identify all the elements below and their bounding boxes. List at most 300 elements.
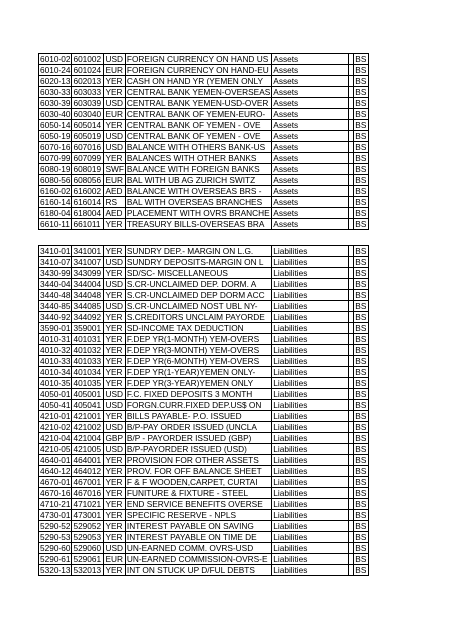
account-number-cell: 603033 bbox=[72, 87, 104, 98]
account-number-cell: 401034 bbox=[72, 367, 104, 378]
description-cell: BALANCE WITH FOREIGN BANKS bbox=[125, 164, 271, 175]
account-number-cell: 601024 bbox=[72, 65, 104, 76]
account-code-cell: 4010-33 bbox=[40, 356, 71, 366]
currency-cell: YER bbox=[104, 153, 125, 164]
account-number-cell: 607016 bbox=[72, 142, 104, 153]
category-cell: Liabilities bbox=[272, 532, 349, 543]
description-cell: INT ON STUCK UP D/FUL DEBTS bbox=[125, 565, 271, 576]
account-number-cell: 344004 bbox=[72, 279, 104, 290]
type-cell: BS bbox=[354, 532, 369, 543]
table-row bbox=[39, 246, 369, 257]
category-cell: Liabilities bbox=[272, 543, 349, 554]
type-cell: BS bbox=[354, 98, 369, 109]
type-cell: BS bbox=[354, 219, 369, 230]
account-number-cell: 602013 bbox=[72, 76, 104, 87]
account-number-cell: 529052 bbox=[72, 521, 104, 532]
type-cell: BS bbox=[354, 246, 369, 257]
account-code-cell: 4710-21 bbox=[40, 499, 71, 509]
category-cell: Liabilities bbox=[272, 499, 349, 510]
category-cell: Liabilities bbox=[272, 510, 349, 521]
currency-cell: YER bbox=[104, 565, 125, 576]
table-row bbox=[39, 444, 369, 455]
currency-cell: USD bbox=[104, 279, 125, 290]
type-cell: BS bbox=[354, 466, 369, 477]
account-code-cell: 4730-01 bbox=[40, 510, 71, 520]
account-code-cell: 3440-04 bbox=[40, 279, 71, 289]
account-code-cell: 4210-05 bbox=[40, 444, 71, 454]
account-code-cell: 6160-14 bbox=[40, 197, 71, 207]
currency-cell: YER bbox=[104, 356, 125, 367]
description-cell: PROV. FOR OFF BALANCE SHEET bbox=[125, 466, 271, 477]
type-cell: BS bbox=[354, 543, 369, 554]
account-number-cell: 605014 bbox=[72, 120, 104, 131]
account-code-cell: 3440-48 bbox=[40, 290, 71, 300]
description-cell: B/P - PAYORDER ISSUED (GBP) bbox=[125, 433, 271, 444]
account-code-cell: 5290-61 bbox=[40, 554, 71, 564]
description-cell: CASH ON HAND YR (YEMEN ONLY bbox=[125, 76, 271, 87]
account-number-cell: 473001 bbox=[72, 510, 104, 521]
account-number-cell: 401033 bbox=[72, 356, 104, 367]
currency-cell: YER bbox=[104, 312, 125, 323]
type-cell: BS bbox=[354, 334, 369, 345]
description-cell: SUNDRY DEPOSITS-MARGIN ON L bbox=[125, 257, 271, 268]
currency-cell: USD bbox=[104, 257, 125, 268]
table-row bbox=[39, 422, 369, 433]
category-cell: Liabilities bbox=[272, 301, 349, 312]
currency-cell: YER bbox=[104, 477, 125, 488]
currency-cell: YER bbox=[104, 466, 125, 477]
category-cell: Liabilities bbox=[272, 521, 349, 532]
category-cell: Liabilities bbox=[272, 367, 349, 378]
account-code-cell: 5290-53 bbox=[40, 532, 71, 542]
account-number-cell: 464012 bbox=[72, 466, 104, 477]
currency-cell: YER bbox=[104, 345, 125, 356]
account-number-cell: 529061 bbox=[72, 554, 104, 565]
account-code-cell: 3590-01 bbox=[40, 323, 71, 333]
account-number-cell: 618004 bbox=[72, 208, 104, 219]
currency-cell: GBP bbox=[104, 433, 125, 444]
table-row bbox=[39, 345, 369, 356]
description-cell: F.C. FIXED DEPOSITS 3 MONTH bbox=[125, 389, 271, 400]
type-cell: BS bbox=[354, 411, 369, 422]
category-cell: Liabilities bbox=[272, 477, 349, 488]
category-cell: Assets bbox=[272, 98, 349, 109]
category-cell: Liabilities bbox=[272, 246, 349, 257]
description-cell: CENTRAL BANK OF YEMEN - OVE bbox=[125, 131, 271, 142]
type-cell: BS bbox=[354, 400, 369, 411]
category-cell: Liabilities bbox=[272, 323, 349, 334]
category-cell: Assets bbox=[272, 175, 349, 186]
account-code-cell: 3430-99 bbox=[40, 268, 71, 278]
table-row bbox=[39, 378, 369, 389]
category-cell: Assets bbox=[272, 153, 349, 164]
account-code-cell: 6030-40 bbox=[40, 109, 71, 119]
currency-cell: USD bbox=[104, 389, 125, 400]
type-cell: BS bbox=[354, 153, 369, 164]
type-cell: BS bbox=[354, 378, 369, 389]
currency-cell: USD bbox=[104, 54, 125, 65]
table-row bbox=[39, 65, 369, 76]
description-cell: F.DEP YR(3-MONTH) YEM-OVERS bbox=[125, 345, 271, 356]
account-code-cell: 3440-92 bbox=[40, 312, 71, 322]
account-code-cell: 6010-02 bbox=[40, 54, 71, 64]
account-number-cell: 532013 bbox=[72, 565, 104, 576]
category-cell: Liabilities bbox=[272, 257, 349, 268]
type-cell: BS bbox=[354, 510, 369, 521]
category-cell: Assets bbox=[272, 142, 349, 153]
category-cell: Liabilities bbox=[272, 411, 349, 422]
category-cell: Assets bbox=[272, 164, 349, 175]
currency-cell: YER bbox=[104, 290, 125, 301]
type-cell: BS bbox=[354, 290, 369, 301]
type-cell: BS bbox=[354, 87, 369, 98]
category-cell: Assets bbox=[272, 54, 349, 65]
table-row bbox=[39, 175, 369, 186]
currency-cell: YER bbox=[104, 76, 125, 87]
table-row bbox=[39, 290, 369, 301]
category-cell: Assets bbox=[272, 219, 349, 230]
description-cell: CENTRAL BANK OF YEMEN - OVE bbox=[125, 120, 271, 131]
type-cell: BS bbox=[354, 345, 369, 356]
category-cell: Liabilities bbox=[272, 345, 349, 356]
currency-cell: YER bbox=[104, 334, 125, 345]
table-row bbox=[39, 510, 369, 521]
table-row bbox=[39, 532, 369, 543]
account-number-cell: 421002 bbox=[72, 422, 104, 433]
table-row bbox=[39, 219, 369, 230]
currency-cell: USD bbox=[104, 543, 125, 554]
table-row bbox=[39, 208, 369, 219]
type-cell: BS bbox=[354, 65, 369, 76]
account-code-cell: 4050-41 bbox=[40, 400, 71, 410]
currency-cell: USD bbox=[104, 444, 125, 455]
table-row bbox=[39, 411, 369, 422]
category-cell: Assets bbox=[272, 186, 349, 197]
table-row bbox=[39, 268, 369, 279]
account-number-cell: 467016 bbox=[72, 488, 104, 499]
account-number-cell: 529060 bbox=[72, 543, 104, 554]
account-code-cell: 6080-56 bbox=[40, 175, 71, 185]
account-number-cell: 616014 bbox=[72, 197, 104, 208]
description-cell: CENTRAL BANK OF YEMEN-EURO- bbox=[125, 109, 271, 120]
account-code-cell: 3410-01 bbox=[40, 246, 71, 256]
table-row bbox=[39, 312, 369, 323]
account-code-cell: 4670-16 bbox=[40, 488, 71, 498]
account-code-cell: 6030-33 bbox=[40, 87, 71, 97]
currency-cell: YER bbox=[104, 510, 125, 521]
type-cell: BS bbox=[354, 197, 369, 208]
type-cell: BS bbox=[354, 257, 369, 268]
account-code-cell: 4210-01 bbox=[40, 411, 71, 421]
description-cell: S.CR-UNCLAIMED DEP DORM ACC bbox=[125, 290, 271, 301]
account-number-cell: 344048 bbox=[72, 290, 104, 301]
account-number-cell: 464001 bbox=[72, 455, 104, 466]
account-code-cell: 5290-60 bbox=[40, 543, 71, 553]
table-row bbox=[39, 356, 369, 367]
currency-cell: USD bbox=[104, 400, 125, 411]
account-number-cell: 405041 bbox=[72, 400, 104, 411]
description-cell: BALANCES WITH OTHER BANKS bbox=[125, 153, 271, 164]
account-number-cell: 401035 bbox=[72, 378, 104, 389]
currency-cell: YER bbox=[104, 488, 125, 499]
type-cell: BS bbox=[354, 455, 369, 466]
description-cell: SD/SC- MISCELLANEOUS bbox=[125, 268, 271, 279]
account-table bbox=[38, 53, 369, 576]
table-row bbox=[39, 153, 369, 164]
description-cell: UN-EARNED COMMISSION-OVRS-E bbox=[125, 554, 271, 565]
description-cell: S.CREDITORS UNCLAIM PAYORDE bbox=[125, 312, 271, 323]
type-cell: BS bbox=[354, 565, 369, 576]
category-cell: Liabilities bbox=[272, 356, 349, 367]
currency-cell: YER bbox=[104, 521, 125, 532]
currency-cell: USD bbox=[104, 98, 125, 109]
description-cell: BALANCE WITH OVERSEAS BRS - bbox=[125, 186, 271, 197]
table-row bbox=[39, 301, 369, 312]
description-cell: S.CR-UNCLAIMED NOST UBL NY- bbox=[125, 301, 271, 312]
type-cell: BS bbox=[354, 301, 369, 312]
category-cell: Liabilities bbox=[272, 554, 349, 565]
category-cell: Liabilities bbox=[272, 312, 349, 323]
category-cell: Assets bbox=[272, 197, 349, 208]
type-cell: BS bbox=[354, 164, 369, 175]
account-number-cell: 529053 bbox=[72, 532, 104, 543]
currency-cell: EUR bbox=[104, 109, 125, 120]
description-cell: F.DEP YR(6-MONTH) YEM-OVERS bbox=[125, 356, 271, 367]
table-row bbox=[39, 521, 369, 532]
currency-cell: SWF bbox=[105, 164, 124, 174]
category-cell: Liabilities bbox=[272, 268, 349, 279]
currency-cell: YER bbox=[104, 323, 125, 334]
account-code-cell: 4010-34 bbox=[40, 367, 71, 377]
description-cell: B/P-PAY ORDER ISSUED (UNCLA bbox=[125, 422, 271, 433]
account-number-cell: 467001 bbox=[72, 477, 104, 488]
description-cell: TREASURY BILLS-OVERSEAS BRA bbox=[125, 219, 271, 230]
category-cell: Assets bbox=[272, 87, 349, 98]
type-cell: BS bbox=[354, 76, 369, 87]
account-number-cell: 344092 bbox=[72, 312, 104, 323]
account-number-cell: 608019 bbox=[72, 164, 104, 175]
description-cell: F.DEP YR(3-YEAR)YEMEN ONLY bbox=[125, 378, 271, 389]
description-cell: SUNDRY DEP.- MARGIN ON L.G. bbox=[125, 246, 271, 257]
table-row bbox=[39, 120, 369, 131]
account-number-cell: 607099 bbox=[72, 153, 104, 164]
description-cell: FUNITURE & FIXTURE - STEEL bbox=[125, 488, 271, 499]
description-cell: END SERVICE BENEFITS OVERSE bbox=[125, 499, 271, 510]
account-code-cell: 6160-02 bbox=[40, 186, 71, 196]
account-code-cell: 4210-02 bbox=[40, 422, 71, 432]
description-cell: CENTRAL BANK YEMEN-USD-OVER bbox=[125, 98, 271, 109]
account-code-cell: 4010-32 bbox=[40, 345, 71, 355]
type-cell: BS bbox=[354, 554, 369, 565]
type-cell: BS bbox=[354, 142, 369, 153]
account-code-cell: 5320-13 bbox=[40, 565, 71, 575]
currency-cell: YER bbox=[104, 499, 125, 510]
account-code-cell: 4640-01 bbox=[40, 455, 71, 465]
currency-cell: AED bbox=[104, 186, 125, 197]
category-cell: Liabilities bbox=[272, 290, 349, 301]
currency-cell: USD bbox=[104, 142, 125, 153]
type-cell: BS bbox=[354, 499, 369, 510]
category-cell: Liabilities bbox=[272, 488, 349, 499]
account-number-cell: 341007 bbox=[72, 257, 104, 268]
currency-cell: USD bbox=[104, 301, 125, 312]
account-code-cell: 4010-35 bbox=[40, 378, 71, 388]
account-number-cell: 421001 bbox=[72, 411, 104, 422]
description-cell: BALANCE WITH OTHERS BANK-US bbox=[125, 142, 271, 153]
currency-cell: YER bbox=[104, 532, 125, 543]
category-cell: Liabilities bbox=[272, 466, 349, 477]
currency-cell: YER bbox=[104, 367, 125, 378]
account-code-cell: 3410-07 bbox=[40, 257, 71, 267]
description-cell: B/P-PAYORDER ISSUED (USD) bbox=[125, 444, 271, 455]
type-cell: BS bbox=[354, 279, 369, 290]
description-cell: SD-INCOME TAX DEDUCTION bbox=[125, 323, 271, 334]
description-cell: F.DEP YR(1-YEAR)YEMEN ONLY- bbox=[125, 367, 271, 378]
type-cell: BS bbox=[354, 356, 369, 367]
account-code-cell: 4640-12 bbox=[40, 466, 71, 476]
description-cell: S.CR-UNCLAIMED DEP. DORM. A bbox=[125, 279, 271, 290]
currency-cell: YER bbox=[104, 87, 125, 98]
table-row bbox=[39, 477, 369, 488]
account-number-cell: 421004 bbox=[72, 433, 104, 444]
account-number-cell: 603040 bbox=[72, 109, 104, 120]
type-cell: BS bbox=[354, 444, 369, 455]
category-cell: Assets bbox=[272, 76, 349, 87]
type-cell: BS bbox=[354, 521, 369, 532]
account-code-cell: 6050-14 bbox=[40, 120, 71, 130]
account-code-cell: 6180-04 bbox=[40, 208, 71, 218]
description-cell: PROVISION FOR OTHER ASSETS bbox=[125, 455, 271, 466]
category-cell: Liabilities bbox=[272, 378, 349, 389]
account-code-cell: 6070-99 bbox=[40, 153, 71, 163]
type-cell: BS bbox=[354, 268, 369, 279]
table-row bbox=[39, 466, 369, 477]
currency-cell: YER bbox=[104, 120, 125, 131]
table-row bbox=[39, 389, 369, 400]
account-code-cell: 4670-01 bbox=[40, 477, 71, 487]
account-table-body bbox=[39, 54, 369, 576]
type-cell: BS bbox=[354, 433, 369, 444]
description-cell: F.DEP YR(1-MONTH) YEM-OVERS bbox=[125, 334, 271, 345]
currency-cell: USD bbox=[104, 422, 125, 433]
category-cell: Liabilities bbox=[272, 389, 349, 400]
category-cell: Liabilities bbox=[272, 334, 349, 345]
account-code-cell: 4210-04 bbox=[40, 433, 71, 443]
currency-cell: YER bbox=[104, 378, 125, 389]
description-cell: BAL WITH OVERSEAS BRANCHES bbox=[125, 197, 271, 208]
type-cell: BS bbox=[354, 175, 369, 186]
currency-cell: AED bbox=[104, 208, 125, 219]
currency-cell: YER bbox=[104, 246, 125, 257]
table-row bbox=[39, 323, 369, 334]
account-number-cell: 616002 bbox=[72, 186, 104, 197]
table-row bbox=[39, 367, 369, 378]
account-number-cell: 341001 bbox=[72, 246, 104, 257]
section-gap bbox=[39, 230, 369, 246]
section-gap-cell bbox=[39, 230, 369, 246]
table-row bbox=[39, 131, 369, 142]
category-cell: Liabilities bbox=[272, 455, 349, 466]
currency-cell: RS bbox=[104, 197, 125, 208]
description-cell: INTEREST PAYABLE ON SAVING bbox=[125, 521, 271, 532]
account-number-cell: 344085 bbox=[72, 301, 104, 312]
table-row bbox=[39, 87, 369, 98]
account-code-cell: 6610-11 bbox=[39, 219, 72, 230]
account-code-cell: 6080-19 bbox=[40, 164, 71, 174]
account-code-cell: 6010-24 bbox=[40, 65, 71, 75]
table-row bbox=[39, 98, 369, 109]
table-row bbox=[39, 455, 369, 466]
account-code-cell: 5290-52 bbox=[40, 521, 71, 531]
description-cell: BILLS PAYABLE- P.O. ISSUED bbox=[125, 411, 271, 422]
category-cell: Liabilities bbox=[272, 444, 349, 455]
account-number-cell: 471021 bbox=[72, 499, 104, 510]
table-row bbox=[39, 543, 369, 554]
table-row bbox=[39, 499, 369, 510]
currency-cell: USD bbox=[104, 131, 125, 142]
account-code-cell: 6070-16 bbox=[40, 142, 71, 152]
table-row bbox=[39, 257, 369, 268]
category-cell: Assets bbox=[272, 65, 349, 76]
description-cell: F & F WOODEN,CARPET, CURTAI bbox=[125, 477, 271, 488]
currency-cell: YER bbox=[104, 455, 125, 466]
table-row bbox=[39, 565, 369, 576]
account-number-cell: 405001 bbox=[72, 389, 104, 400]
description-cell: PLACEMENT WITH OVRS BRANCHE bbox=[125, 208, 271, 219]
currency-cell: EUR bbox=[104, 175, 125, 186]
table-row bbox=[39, 186, 369, 197]
account-code-cell: 6030-39 bbox=[40, 98, 71, 108]
description-cell: FOREIGN CURRENCY ON HAND US bbox=[125, 54, 271, 65]
type-cell: BS bbox=[354, 120, 369, 131]
description-cell: CENTRAL BANK YEMEN-OVERSEAS bbox=[126, 87, 271, 97]
table-row bbox=[39, 54, 369, 65]
description-cell: UN-EARNED COMM. OVRS-USD bbox=[125, 543, 271, 554]
category-cell: Liabilities bbox=[272, 279, 349, 290]
table-row bbox=[39, 164, 369, 175]
type-cell: BS bbox=[354, 367, 369, 378]
account-number-cell: 603039 bbox=[72, 98, 104, 109]
type-cell: BS bbox=[354, 312, 369, 323]
currency-cell: YER bbox=[104, 411, 125, 422]
currency-cell: EUR bbox=[104, 65, 125, 76]
table-row bbox=[39, 334, 369, 345]
currency-cell: YER bbox=[104, 219, 125, 230]
description-cell: BAL WITH UB AG ZURICH SWITZ bbox=[125, 175, 271, 186]
table-row bbox=[39, 433, 369, 444]
account-code-cell: 3440-85 bbox=[40, 301, 71, 311]
account-number-cell: 343099 bbox=[72, 268, 104, 279]
description-cell: INTEREST PAYABLE ON TIME DE bbox=[125, 532, 271, 543]
table-row bbox=[39, 400, 369, 411]
description-cell: SPECIFIC RESERVE - NPLS bbox=[125, 510, 271, 521]
account-number-cell: 401031 bbox=[72, 334, 104, 345]
table-row bbox=[39, 142, 369, 153]
table-row bbox=[39, 554, 369, 565]
currency-cell: EUR bbox=[104, 554, 125, 565]
account-number-cell: 601002 bbox=[72, 54, 104, 65]
type-cell: BS bbox=[354, 54, 369, 65]
account-number-cell: 421005 bbox=[72, 444, 104, 455]
category-cell: Liabilities bbox=[272, 400, 349, 411]
description-cell: FOREIGN CURRENCY ON HAND-EU bbox=[125, 65, 271, 76]
account-number-cell: 661011 bbox=[72, 219, 104, 230]
category-cell: Liabilities bbox=[272, 433, 349, 444]
type-cell: BS bbox=[354, 477, 369, 488]
type-cell: BS bbox=[354, 389, 369, 400]
type-cell: BS bbox=[354, 208, 369, 219]
category-cell: Assets bbox=[272, 208, 349, 219]
